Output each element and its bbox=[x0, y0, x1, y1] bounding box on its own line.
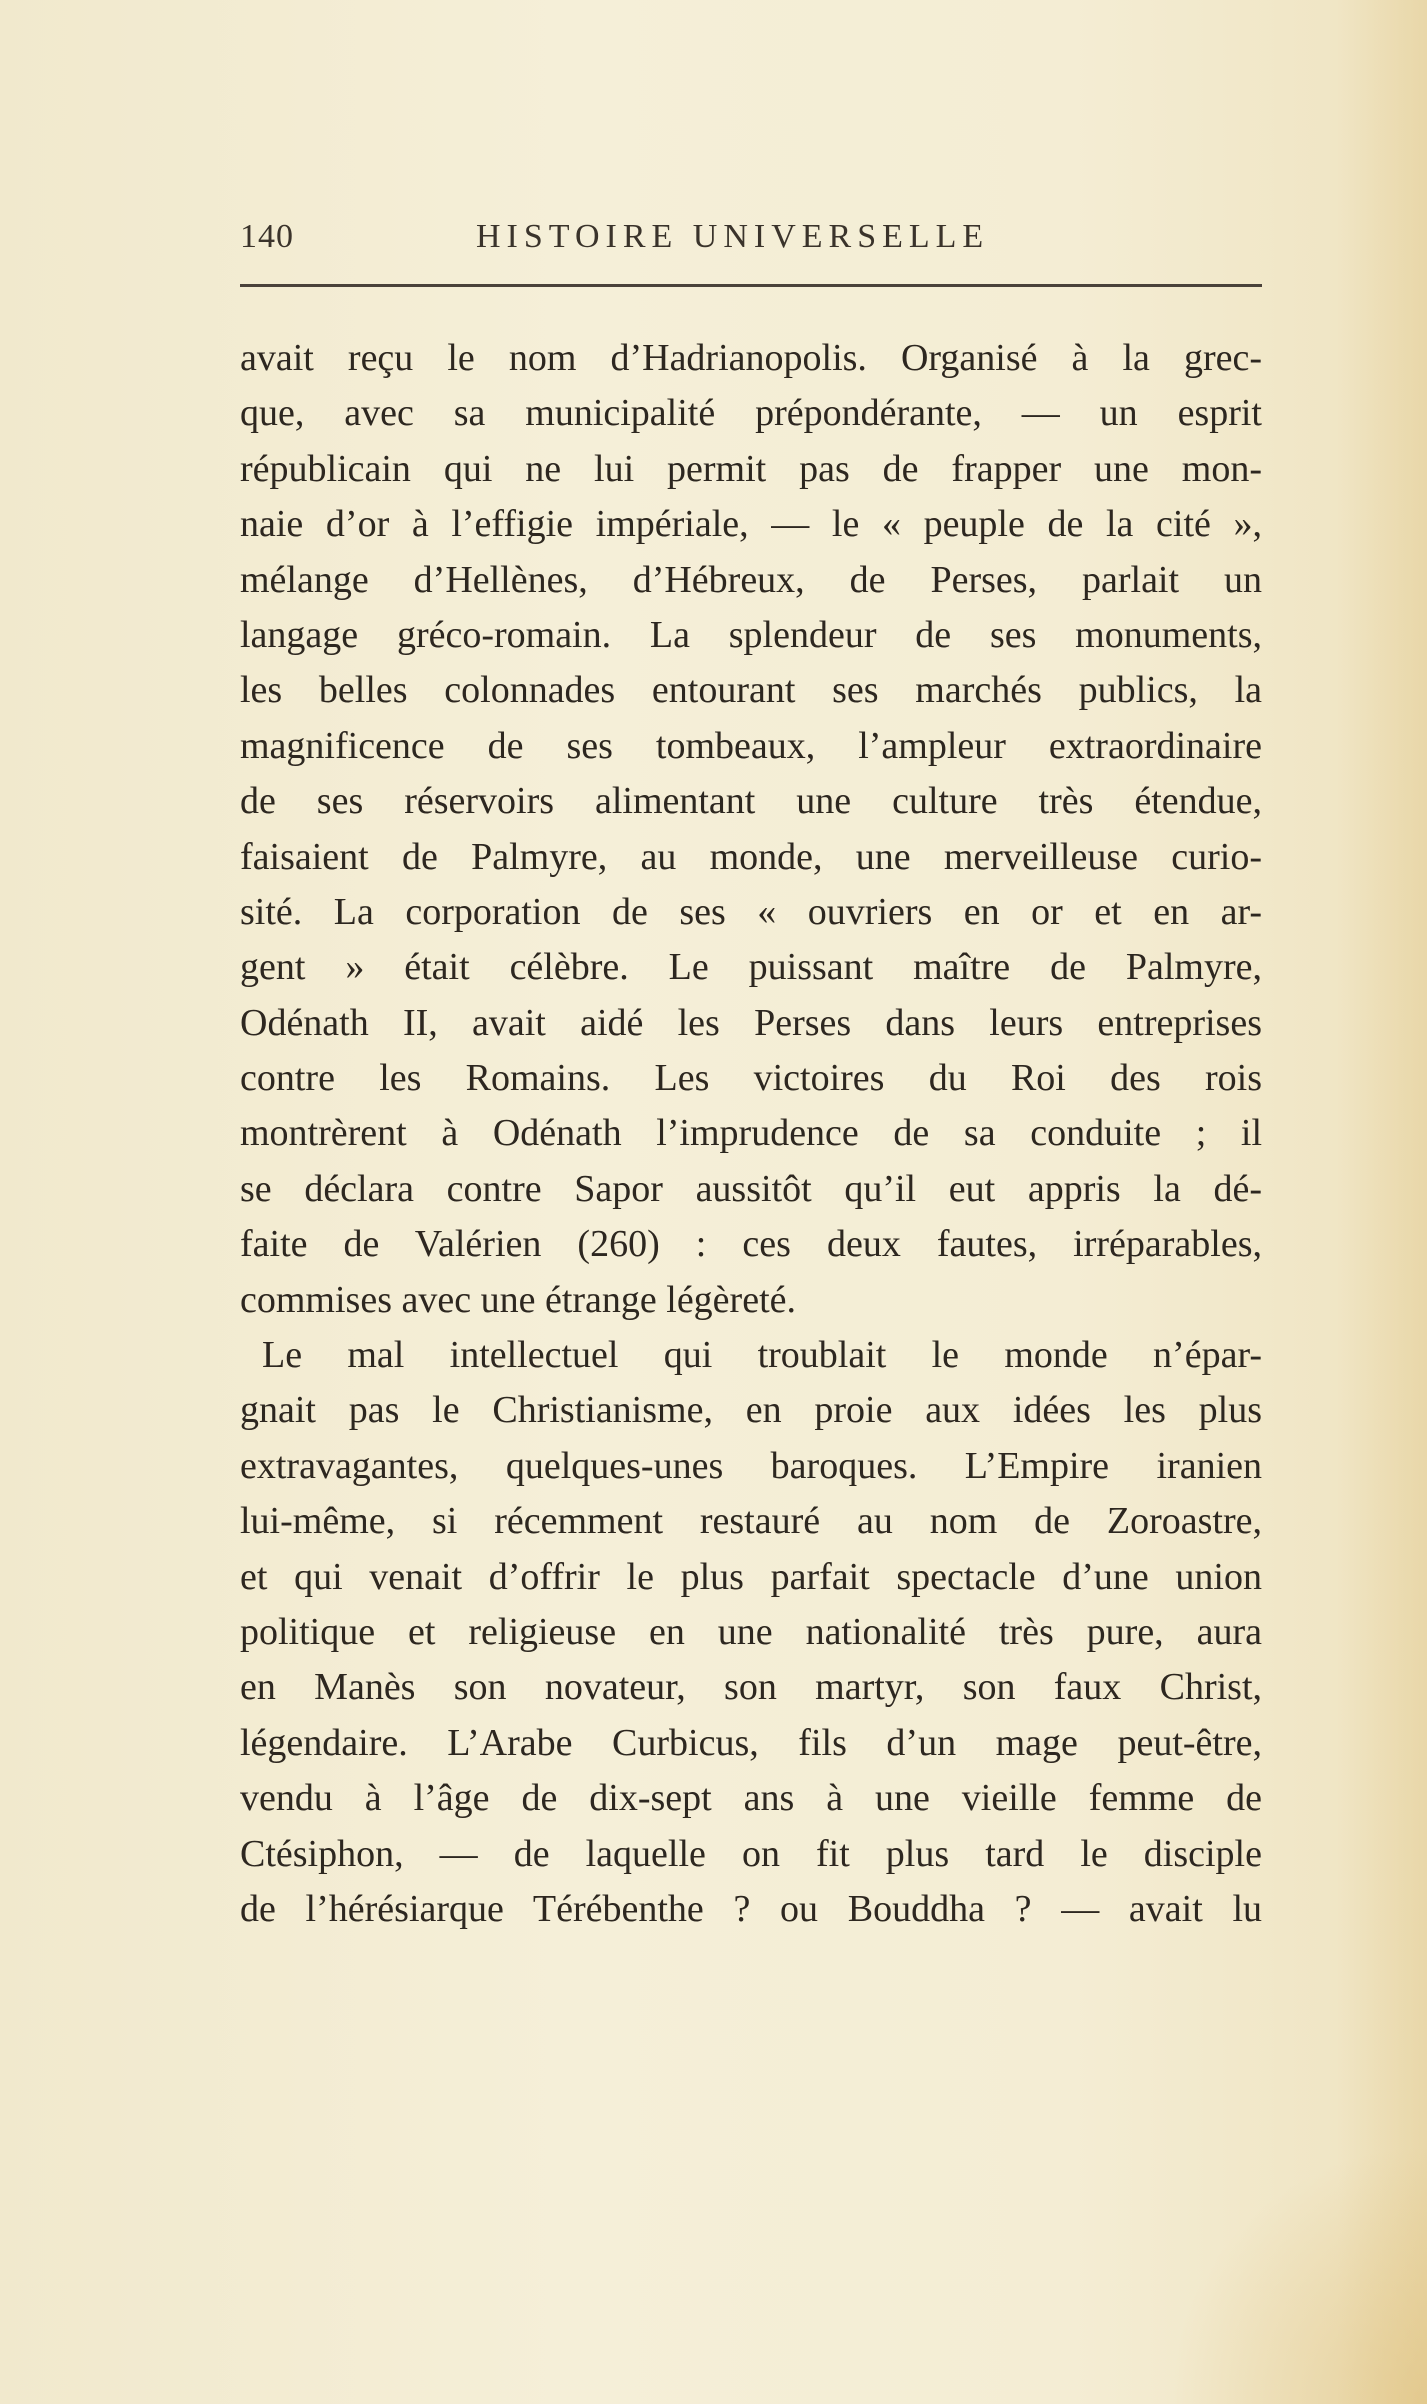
body-text bbox=[240, 331, 1262, 1937]
text-line: sité. La corporation de ses « ouvriers en or et en ar- bbox=[240, 890, 1262, 933]
running-header bbox=[240, 218, 1262, 258]
text-line: légendaire. L’Arabe Curbicus, fils d’un mage peut-être, bbox=[240, 1721, 1262, 1764]
text-line: langage gréco-romain. La splendeur de ses monuments, bbox=[240, 613, 1262, 656]
page-number: 140 bbox=[240, 218, 294, 255]
text-line: les belles colonnades entourant ses marchés publics, la bbox=[240, 669, 1262, 712]
text-line: gent » était célèbre. Le puissant maître de Palmyre, bbox=[240, 946, 1262, 989]
header-rule bbox=[240, 284, 1262, 287]
text-line: Ctésiphon, — de laquelle on fit plus tard le disciple bbox=[240, 1832, 1262, 1875]
text-line: faite de Valérien (260) : ces deux fautes, irréparables, bbox=[240, 1223, 1262, 1266]
text-line: Odénath II, avait aidé les Perses dans leurs entreprises bbox=[240, 1001, 1262, 1044]
page-corner-shadow bbox=[1167, 2144, 1427, 2404]
text-line: faisaient de Palmyre, au monde, une merveilleuse curio- bbox=[240, 835, 1262, 878]
text-line: contre les Romains. Les victoires du Roi des rois bbox=[240, 1057, 1262, 1100]
text-line: vendu à l’âge de dix-sept ans à une vieille femme de bbox=[240, 1777, 1262, 1820]
text-line: de l’hérésiarque Térébenthe ? ou Bouddha ? — avait lu bbox=[240, 1887, 1262, 1930]
text-line: se déclara contre Sapor aussitôt qu’il eut appris la dé- bbox=[240, 1167, 1262, 1210]
text-line: gnait pas le Christianisme, en proie aux idées les plus bbox=[240, 1389, 1262, 1432]
text-line: extravagantes, quelques-unes baroques. L’Empire iranien bbox=[240, 1444, 1262, 1487]
page-edge-shadow bbox=[1337, 0, 1427, 2404]
text-line: montrèrent à Odénath l’imprudence de sa conduite ; il bbox=[240, 1112, 1262, 1155]
text-line: et qui venait d’offrir le plus parfait spectacle d’une union bbox=[240, 1555, 1262, 1598]
paragraph-end-line: commises avec une étrange légèreté. bbox=[240, 1278, 796, 1321]
paragraph-start-line: Le mal intellectuel qui troublait le monde n’épar- bbox=[262, 1334, 1262, 1377]
text-line: de ses réservoirs alimentant une culture très étendue, bbox=[240, 780, 1262, 823]
text-line: mélange d’Hellènes, d’Hébreux, de Perses, parlait un bbox=[240, 558, 1262, 601]
running-title: HISTOIRE UNIVERSELLE bbox=[476, 218, 990, 255]
text-line: que, avec sa municipalité prépondérante, — un esprit bbox=[240, 392, 1262, 435]
text-line: naie d’or à l’effigie impériale, — le « peuple de la cité », bbox=[240, 503, 1262, 546]
text-line: républicain qui ne lui permit pas de frapper une mon- bbox=[240, 447, 1262, 490]
text-line: avait reçu le nom d’Hadrianopolis. Organisé à la grec- bbox=[240, 337, 1262, 379]
text-line: lui-même, si récemment restauré au nom de Zoroastre, bbox=[240, 1500, 1262, 1543]
text-line: politique et religieuse en une nationalité très pure, aura bbox=[240, 1610, 1262, 1653]
text-line: magnificence de ses tombeaux, l’ampleur extraordinaire bbox=[240, 724, 1262, 767]
text-line: en Manès son novateur, son martyr, son faux Christ, bbox=[240, 1666, 1262, 1709]
